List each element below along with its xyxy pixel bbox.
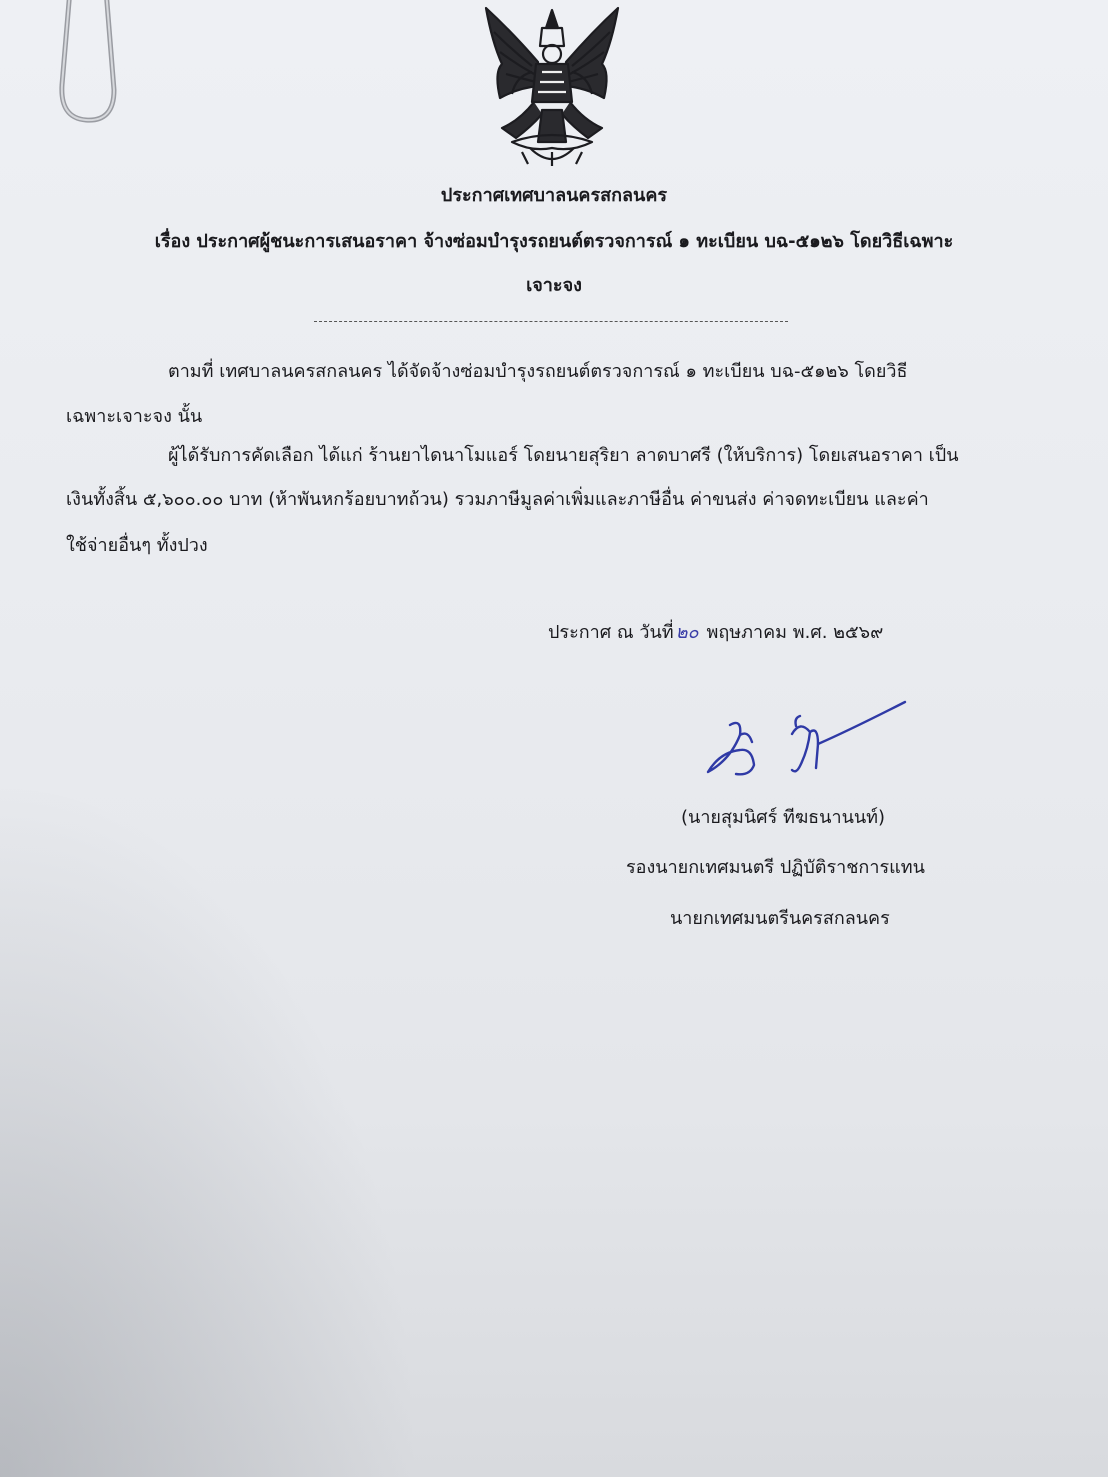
announcement-title: ประกาศเทศบาลนครสกลนคร bbox=[440, 185, 668, 206]
paragraph-2-line-3: ใช้จ่ายอื่นๆ ทั้งปวง bbox=[66, 535, 208, 556]
paper-clip-icon bbox=[48, 0, 128, 140]
signatory-position-1: รองนายกเทศมนตรี ปฏิบัติราชการแทน bbox=[626, 857, 925, 878]
handwritten-signature bbox=[700, 690, 920, 785]
date-month-year: พฤษภาคม พ.ศ. ๒๕๖๙ bbox=[706, 622, 884, 643]
subject-line-1: เรื่อง ประกาศผู้ชนะการเสนอราคา จ้างซ่อมบำรุงรถยนต์ตรวจการณ์ ๑ ทะเบียน บฉ-๕๑๒๖ โดยวิธีเฉพาะ bbox=[154, 231, 954, 252]
date-day-handwritten: ๒๐ bbox=[675, 622, 699, 643]
garuda-emblem-icon bbox=[472, 2, 632, 170]
paragraph-2-line-1: ผู้ได้รับการคัดเลือก ได้แก่ ร้านยาไดนาโมแอร์ โดยนายสุริยา ลาดบาศรี (ให้บริการ) โดยเสนอราคา เป็น bbox=[168, 445, 959, 466]
signatory-position-2: นายกเทศมนตรีนครสกลนคร bbox=[670, 908, 890, 929]
paragraph-1-line-2: เฉพาะเจาะจง นั้น bbox=[66, 406, 203, 427]
signatory-name: (นายสุมนิศร์ ทีฆธนานนท์) bbox=[681, 807, 886, 828]
date-prefix: ประกาศ ณ วันที่ bbox=[548, 622, 674, 643]
page-shadow bbox=[0, 777, 420, 1477]
divider bbox=[314, 321, 788, 322]
announcement-date bbox=[548, 617, 883, 646]
paragraph-1-line-1: ตามที่ เทศบาลนครสกลนคร ได้จัดจ้างซ่อมบำรุงรถยนต์ตรวจการณ์ ๑ ทะเบียน บฉ-๕๑๒๖ โดยวิธี bbox=[168, 361, 908, 382]
subject-line-2: เจาะจง bbox=[526, 275, 582, 296]
paragraph-2-line-2: เงินทั้งสิ้น ๕,๖๐๐.๐๐ บาท (ห้าพันหกร้อยบาทถ้วน) รวมภาษีมูลค่าเพิ่มและภาษีอื่น ค่าขนส่ง ค่าจดทะเบียน และค่า bbox=[66, 489, 929, 510]
